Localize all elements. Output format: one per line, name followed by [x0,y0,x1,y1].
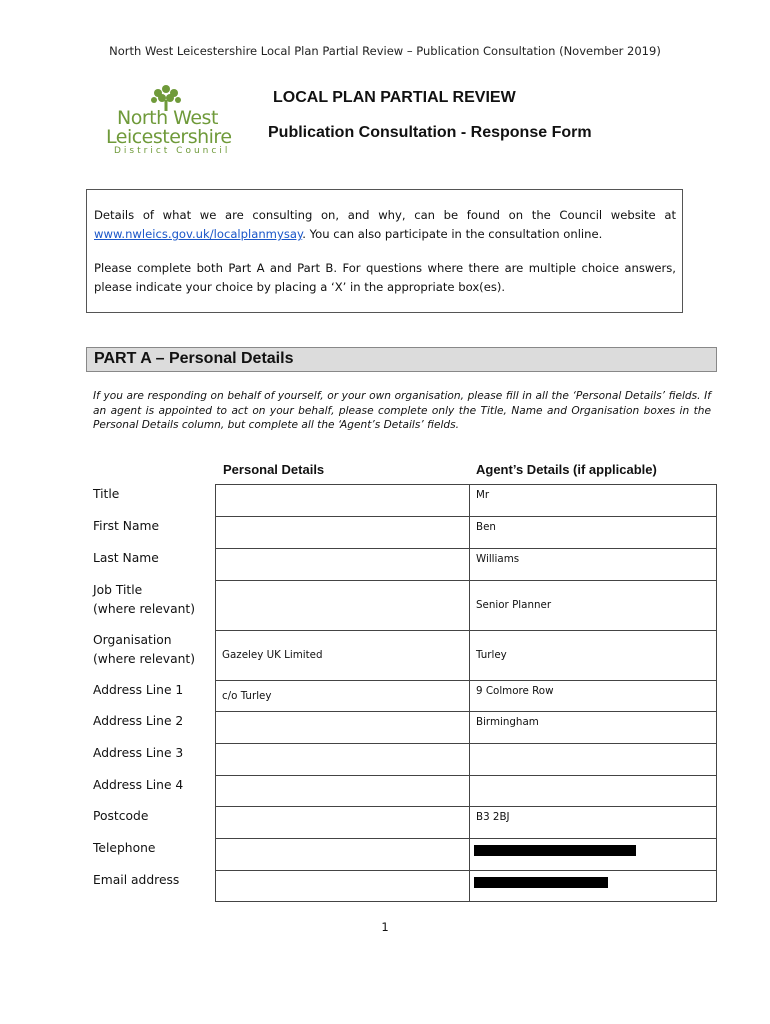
personal-details-column-header: Personal Details [223,462,325,477]
personal-details-field[interactable] [215,870,470,902]
council-logo [104,84,249,159]
row-label-text: Address Line 1 [93,683,184,697]
personal-details-field[interactable] [215,580,470,631]
row-label [93,744,183,763]
row-label [93,776,183,795]
row-label [93,712,183,731]
row-label-text: Last Name [93,551,159,565]
agent-details-field[interactable]: Mr [469,484,717,517]
row-label [93,871,179,890]
redaction-bar [474,845,636,856]
personal-details-field[interactable] [215,516,470,549]
row-label [93,549,159,568]
personal-details-field[interactable] [215,548,470,581]
council-website-link[interactable]: www.nwleics.gov.uk/localplanmysay [94,227,303,241]
personal-details-field[interactable]: Gazeley UK Limited [215,630,470,681]
row-label-text: Address Line 2 [93,714,184,728]
row-label-text: First Name [93,519,160,533]
info-text: . You can also participate in the consultation online. [302,227,603,241]
row-label-text: Address Line 3 [93,746,184,760]
agent-details-field[interactable] [469,775,717,807]
agent-details-field[interactable]: 9 Colmore Row [469,680,717,712]
info-paragraph-1 [94,206,676,244]
page-title: LOCAL PLAN PARTIAL REVIEW [273,89,516,106]
agent-details-field[interactable]: Birmingham [469,711,717,744]
part-a-intro: If you are responding on behalf of yourself, or your own organisation, please fill in all the ‘Personal Details’ fields. If an agent is appointed to act on your behalf, please complete only the Title, Name and Organisation boxes in the Personal Details column, but complete all the ‘Agent’s Details’ fields. [93,390,711,431]
row-label-text: Address Line 4 [93,778,184,792]
row-label [93,839,155,858]
personal-details-field[interactable] [215,711,470,744]
row-label [93,631,195,669]
agent-details-field[interactable]: B3 2BJ [469,806,717,839]
agent-details-field[interactable]: Ben [469,516,717,549]
agent-details-field[interactable]: Turley [469,630,717,681]
logo-text-line1: North West [117,107,218,129]
personal-details-field[interactable] [215,806,470,839]
agent-details-column-header: Agent’s Details (if applicable) [476,462,657,477]
row-label-text: Job Title [93,583,143,597]
row-label-text: Telephone [93,841,156,855]
row-label [93,517,159,536]
info-text: Details of what we are consulting on, and why, can be found on the Council website at [94,208,676,222]
personal-details-field[interactable] [215,838,470,871]
personal-details-field[interactable] [215,775,470,807]
row-label [93,485,119,504]
info-paragraph-2: Please complete both Part A and Part B. For questions where there are multiple choice answers, please indicate your choice by placing a ‘X’ in the appropriate box(es). [94,261,676,294]
logo-text-line3: District Council [114,146,231,156]
row-label-text: Email address [93,873,180,887]
agent-details-field[interactable] [469,743,717,776]
row-label [93,681,183,700]
info-box [86,189,683,313]
personal-details-field[interactable] [215,484,470,517]
row-label-subtext: (where relevant) [93,652,196,666]
row-label-text: Organisation [93,633,172,647]
page-number: 1 [381,920,389,934]
agent-details-field[interactable]: Williams [469,548,717,581]
page-subtitle: Publication Consultation - Response Form [268,124,592,141]
personal-details-field[interactable]: c/o Turley [215,680,470,712]
row-label [93,581,195,619]
row-label-text: Title [93,487,120,501]
row-label-subtext: (where relevant) [93,602,196,616]
logo-text-line2: Leicestershire [106,126,232,148]
row-label-text: Postcode [93,809,149,823]
redaction-bar [474,877,608,888]
personal-details-field[interactable] [215,743,470,776]
row-label [93,807,148,826]
agent-details-field[interactable]: Senior Planner [469,580,717,631]
part-a-heading: PART A – Personal Details [86,347,717,372]
page-header: North West Leicestershire Local Plan Partial Review – Publication Consultation (November 2019) [109,44,661,58]
